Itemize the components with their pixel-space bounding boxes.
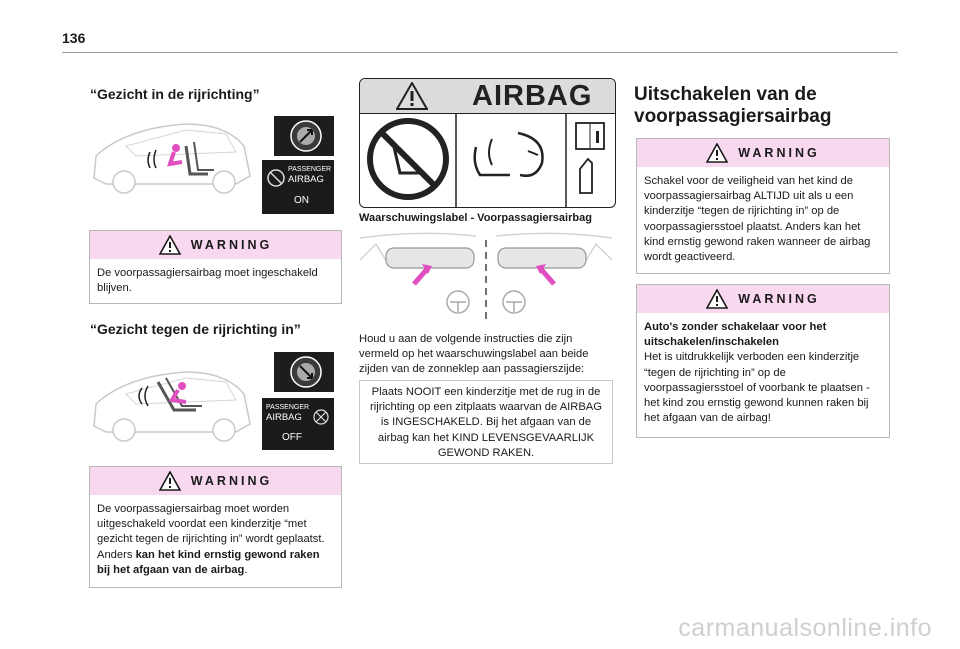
airbag-switch-image — [274, 352, 334, 392]
warning-text — [90, 495, 341, 586]
warning-text: De voorpassagiersairbag moet ingeschakeld blijven. — [97, 267, 318, 295]
panel-on-state: ON — [294, 195, 309, 206]
warning-text: Schakel voor de veiligheid van het kind de voorpassagiersairbag ALTIJD uit als u een kinderzitje “tegen de rijrichting in” op de voorpassagiersstoel plaatst. Anders kan het kind ernstig gewond raken wanneer de airbag wordt geactiveerd. — [644, 175, 871, 264]
car-rear-facing-illustration — [86, 364, 256, 446]
airbag-off-icon — [312, 408, 330, 426]
warning-box-no-switch — [636, 284, 890, 438]
warning-box-always-disable — [636, 138, 890, 274]
warning-title: WARNING — [738, 146, 820, 160]
boxed-warning-text — [359, 380, 613, 464]
warning-title: WARNING — [738, 292, 820, 306]
warning-triangle-icon — [706, 143, 728, 163]
warning-header — [637, 139, 889, 167]
key-switch-icon — [274, 352, 334, 392]
label-caption: Waarschuwingslabel - Voorpassagiersairbag — [359, 212, 592, 224]
warning-box-disable-airbag — [89, 466, 342, 588]
heading-rear-facing: “Gezicht tegen de rijrichting in” — [90, 321, 301, 337]
warning-triangle-icon — [159, 471, 181, 491]
warning-title: WARNING — [190, 238, 273, 252]
warning-text — [637, 313, 889, 434]
panel-off-line2: AIRBAG — [266, 412, 302, 423]
warning-triangle-icon — [706, 289, 728, 309]
warning-text-bold: kan het kind ernstig gewond raken bij het afgaan van de airbag — [97, 548, 320, 576]
instructions-text: Houd u aan de volgende instructies die zijn vermeld op het waarschuwingslabel aan beide zijden van de zonneklep aan passagierszijde: — [359, 333, 589, 376]
passenger-airbag-on-panel — [262, 116, 336, 214]
watermark: carmanualsonline.info — [678, 614, 932, 642]
car-forward-facing-illustration — [86, 116, 256, 198]
sun-visor-illustration — [358, 230, 614, 326]
airbag-label-title: AIRBAG — [472, 80, 593, 112]
header-divider — [62, 52, 898, 53]
heading-forward-facing: “Gezicht in de rijrichting” — [90, 86, 260, 102]
child-seat-prohibited-icon — [266, 168, 286, 188]
warning-text-bold: Auto's zonder schakelaar voor het uitschakelen/inschakelen — [644, 321, 827, 349]
warning-title: WARNING — [190, 474, 273, 488]
airbag-warning-label — [359, 78, 616, 208]
key-switch-icon — [274, 116, 334, 156]
panel-off-line1: PASSENGER — [266, 404, 310, 411]
warning-triangle-icon — [159, 235, 181, 255]
passenger-airbag-off-panel — [262, 352, 336, 450]
panel-on-line1: PASSENGER — [288, 166, 332, 173]
warning-header — [90, 467, 341, 495]
warning-header — [637, 285, 889, 313]
panel-off-state: OFF — [282, 432, 302, 443]
warning-text-body: Het is uitdrukkelijk verboden een kinderzitje “tegen de rijrichting in” op de voorpassagiersstoel of voorbank te plaatsen - het kind zou ernstig gewond kunnen raken bij het afgaan van de airbag! — [644, 351, 870, 425]
warning-triangle-icon — [396, 82, 428, 110]
warning-header — [90, 231, 341, 259]
airbag-label-header — [360, 79, 615, 114]
page-number: 136 — [62, 30, 86, 46]
airbag-switch-image — [274, 116, 334, 156]
warning-box-keep-enabled — [89, 230, 342, 304]
section-heading-line1: Uitschakelen van de — [634, 84, 817, 105]
warning-text-plain: De voorpassagiersairbag moet worden uitgeschakeld voordat een kinderzitje “met gezicht tegen de rijrichting in” wordt geplaatst. Anders — [97, 503, 325, 561]
panel-on-line2: AIRBAG — [288, 174, 324, 185]
section-heading-line2: voorpassagiersairbag — [634, 106, 832, 127]
warning-text-end: . — [244, 563, 248, 576]
section-heading — [634, 84, 831, 128]
airbag-label-pictograms — [360, 113, 615, 207]
boxed-warning-content: Plaats NOOIT een kinderzitje met de rug in de rijrichting op een zitplaats waarvan de AIRBAG is INGESCHAKELD. Bij het afgaan van de airbag kan het KIND LEVENSGEVAARLIJK GEWOND RAKEN. — [370, 386, 602, 459]
